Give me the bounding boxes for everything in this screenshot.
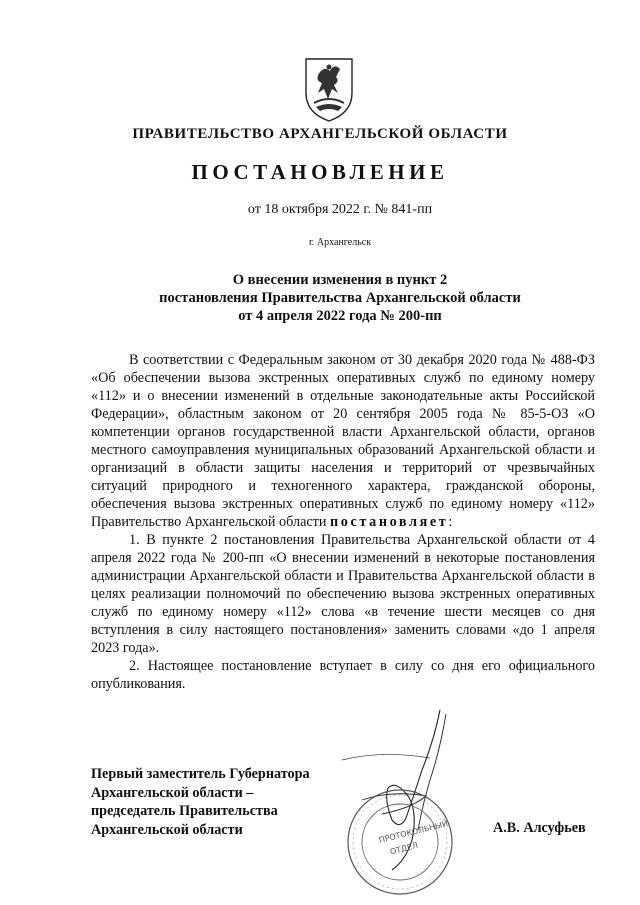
document-city: г. Архангельск xyxy=(308,237,372,248)
organization-title: ПРАВИТЕЛЬСТВО АРХАНГЕЛЬСКОЙ ОБЛАСТИ xyxy=(132,126,508,142)
document-body xyxy=(91,351,595,693)
subject-line: постановления Правительства Архангельской области xyxy=(159,290,521,306)
decree-word: постановляет xyxy=(330,514,449,530)
signer-name: А.В. Алсуфьев xyxy=(493,820,586,836)
preamble-text: В соответствии с Федеральным законом от 30 декабря 2020 года № 488-ФЗ «Об обеспечении вызова экстренных оперативных служб по единому номеру «112» и о внесении изменений в отдельные законодательные акты Российской Федерации», областным законом от 20 сентября 2005 года № 85-5-ОЗ «О компетенции органов государственной власти Архангельской области, органов местного самоуправления муниципальных образований Архангельской области и организаций в области защиты населения и территорий от чрезвычайных ситуаций природного и техногенного характера, гражданской обороны, обеспечения вызова экстренных оперативных служб по единому номеру «112» Правительство Архангельской области xyxy=(91,352,595,530)
signer-position-line: председатель Правительства xyxy=(91,803,278,819)
document-date-number: от 18 октября 2022 г. № 841-пп xyxy=(247,202,433,217)
subject-line: О внесении изменения в пункт 2 xyxy=(232,272,448,288)
signature-and-stamp xyxy=(322,700,472,900)
coat-of-arms-emblem xyxy=(300,55,358,123)
signer-position-line: Архангельской области xyxy=(91,821,243,838)
subject-line: от 4 апреля 2022 года № 200-пп xyxy=(238,308,442,324)
item-paragraph: 1. В пункте 2 постановления Правительства Архангельской области от 4 апреля 2022 года № 200-пп «О внесении изменений в некоторые постановления администрации Архангельской области и Правительства Архангельской области в целях реализации полномочий по обеспечению вызова экстренных оперативных служб по единому номеру «112» слова «в течение шести месяцев со дня вступления в силу настоящего постановления» заменить словами «до 1 апреля 2023 года». xyxy=(91,532,595,656)
preamble-paragraph xyxy=(91,351,595,531)
decree-colon: : xyxy=(448,514,453,530)
signer-position-line: Архангельской области – xyxy=(91,784,254,801)
document-subject xyxy=(0,271,640,325)
document-type-title: ПОСТАНОВЛЕНИЕ xyxy=(191,160,449,184)
stamp-text: ПРОТОКОЛЬНЫЙ xyxy=(377,819,449,845)
stamp-text: ОТДЕЛ xyxy=(389,840,419,857)
item-paragraph: 2. Настоящее постановление вступает в силу со дня его официального опубликования. xyxy=(91,658,595,692)
signer-position-line: Первый заместитель Губернатора xyxy=(91,766,310,782)
signer-position xyxy=(91,765,310,839)
